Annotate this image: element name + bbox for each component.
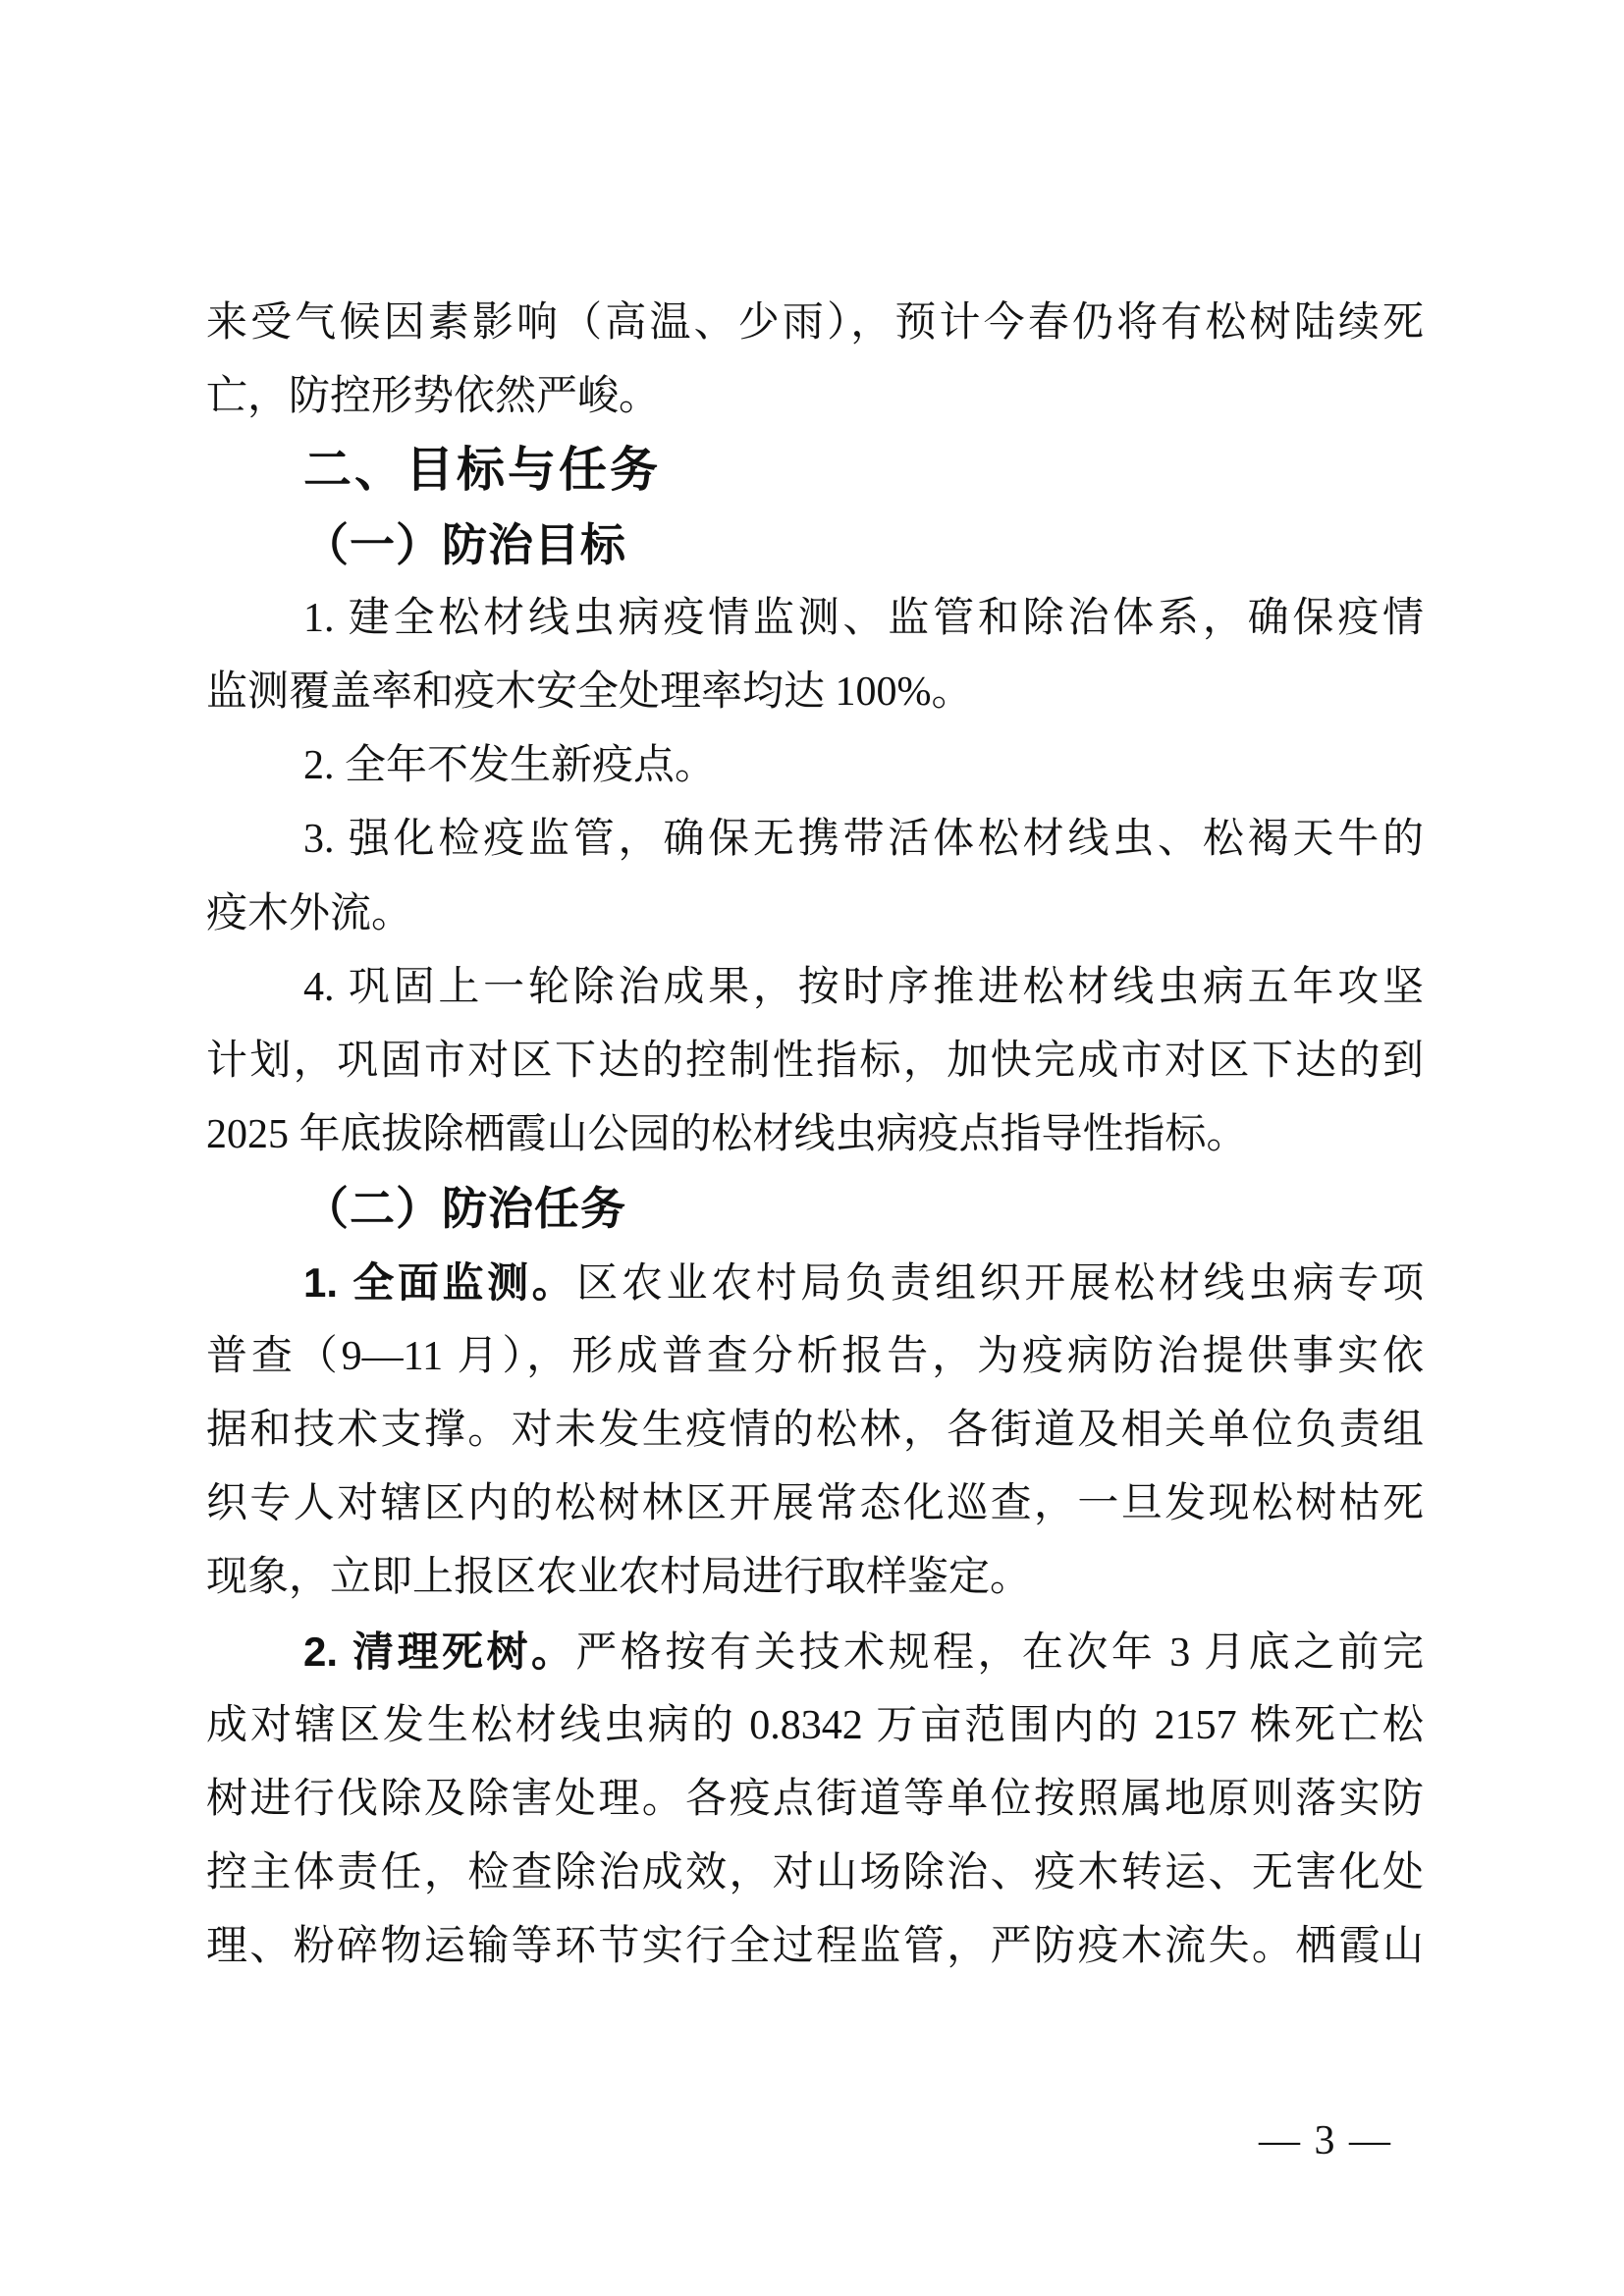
text-line [206,1098,1424,1172]
text-line [206,656,1424,729]
body-text: 严格按有关技术规程，在次年 3 月底之前完 [575,1630,1424,1677]
subsection-heading [206,508,1424,582]
text-line [206,729,1424,803]
text-line [206,582,1424,656]
body-text: 3. 强化检疫监管，确保无携带活体松材线虫、松褐天牛的 [303,817,1424,863]
bold-lead-text: （一）防治目标 [303,518,626,570]
text-line [206,287,1424,360]
text-line [206,1837,1424,1910]
body-text: 4. 巩固上一轮除治成果，按时序推进松材线虫病五年攻坚 [303,964,1424,1010]
bold-lead-text: 2. 清理死树。 [303,1629,576,1676]
body-text: 区农业农村局负责组织开展松材线虫病专项 [576,1261,1424,1308]
body-text: 普查（9—11 月），形成普查分析报告，为疫病防治提供事实依 [206,1333,1424,1379]
body-text: 计划，巩固市对区下达的控制性指标，加快完成市对区下达的到 [206,1038,1424,1084]
body-text: 1. 建全松材线虫病疫情监测、监管和除治体系，确保疫情 [303,595,1424,641]
text-line [206,951,1424,1025]
text-line [206,360,1424,434]
body-text: 监测覆盖率和疫木安全处理率均达 100%。 [206,668,973,715]
text-line [206,1320,1424,1394]
text-line [206,1763,1424,1837]
bold-lead-text: 二、目标与任务 [303,444,662,498]
text-line [206,1615,1424,1688]
text-line [206,1025,1424,1098]
text-line [206,1910,1424,1984]
body-text: 理、粉碎物运输等环节实行全过程监管，严防疫木流失。栖霞山 [206,1924,1424,1970]
body-text: 控主体责任，检查除治成效，对山场除治、疫木转运、无害化处 [206,1849,1424,1896]
body-text: 树进行伐除及除害处理。各疫点街道等单位按照属地原则落实防 [206,1776,1424,1822]
subsection-heading [206,1172,1424,1246]
page-number: — 3 — [1259,2118,1392,2163]
bold-lead-text: 1. 全面监测。 [303,1259,577,1307]
document-body [206,287,1424,1984]
text-line [206,1394,1424,1468]
text-line [206,1541,1424,1615]
body-text: 疫木外流。 [206,890,413,936]
body-text: 2. 全年不发生新疫点。 [303,743,717,789]
body-text: 现象，立即上报区农业农村局进行取样鉴定。 [206,1555,1032,1601]
text-line [206,878,1424,951]
body-text: 织专人对辖区内的松树林区开展常态化巡查，一旦发现松树枯死 [206,1481,1424,1526]
body-text: 2025 年底拔除栖霞山公园的松材线虫病疫点指导性指标。 [206,1112,1248,1158]
text-line [206,803,1424,877]
bold-lead-text: （二）防治任务 [303,1183,626,1235]
body-text: 亡，防控形势依然严峻。 [206,374,661,420]
body-text: 来受气候因素影响（高温、少雨），预计今春仍将有松树陆续死 [206,300,1424,346]
text-line [206,1246,1424,1319]
text-line [206,1468,1424,1541]
body-text: 据和技术支撑。对未发生疫情的松林，各街道及相关单位负责组 [206,1407,1424,1453]
text-line [206,1689,1424,1763]
body-text: 成对辖区发生松材线虫病的 0.8342 万亩范围内的 2157 株死亡松 [206,1702,1424,1748]
section-heading [206,434,1424,507]
